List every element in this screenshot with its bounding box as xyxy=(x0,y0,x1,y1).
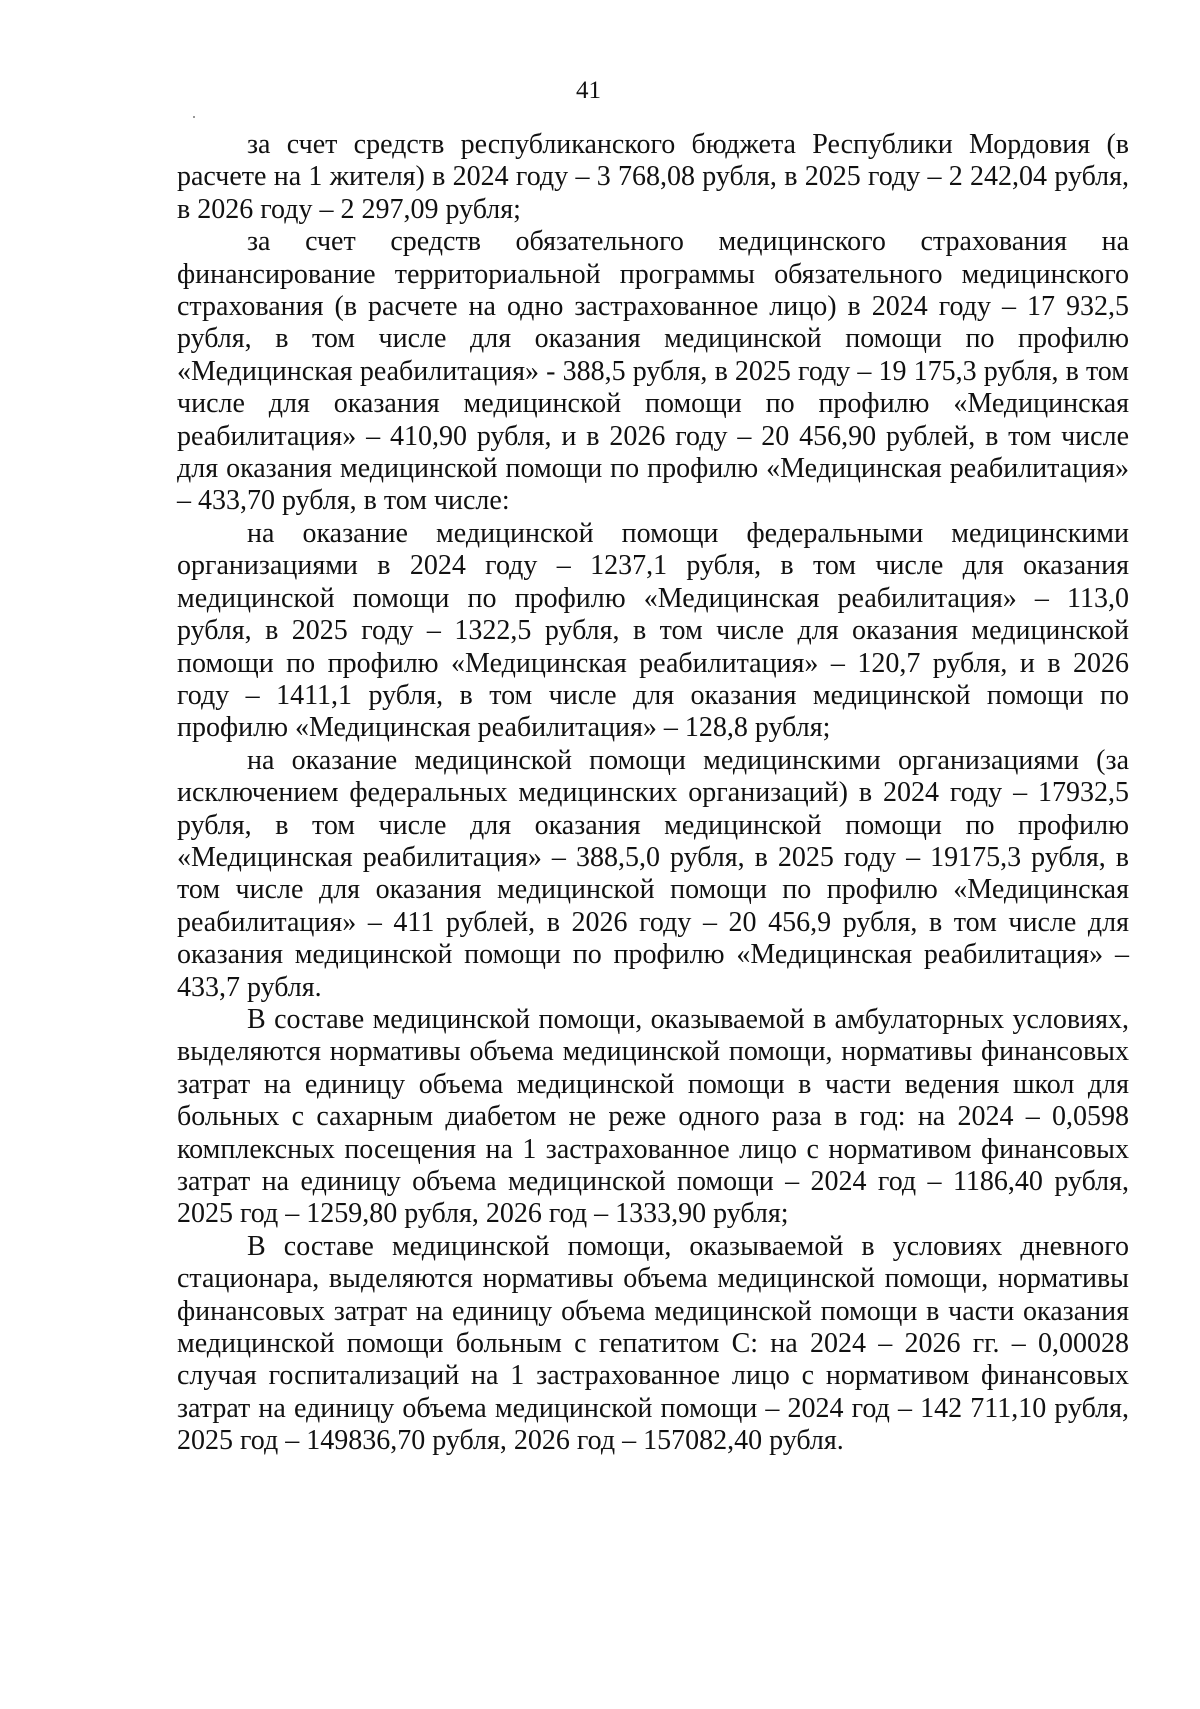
document-body xyxy=(177,129,1129,1458)
page-number: 41 xyxy=(576,77,601,104)
scan-speck xyxy=(193,116,195,118)
paragraph-republican-budget: за счет средств республиканского бюджета Республики Мордовия (в расчете на 1 жителя) в 2024 году – 3 768,08 рубля, в 2025 году – 2 242,04 рубля, в 2026 году – 2 297,09 рубля; xyxy=(177,129,1129,225)
paragraph-ambulatory-diabetes: В составе медицинской помощи, оказываемой в амбулаторных условиях, выделяются нормативы объема медицинской помощи, нормативы финансовых затрат на единицу объема медицинской помощи в части ведения школ для больных с сахарным диабетом не реже одного раза в год: на 2024 – 0,0598 комплексных посещения на 1 застрахованное лицо с нормативом финансовых затрат на единицу объема медицинской помощи – 2024 год – 1186,40 рубля, 2025 год – 1259,80 рубля, 2026 год – 1333,90 рубля; xyxy=(177,1003,1129,1230)
paragraph-other-organizations: на оказание медицинской помощи медицинскими организациями (за исключением федеральных медицинских организаций) в 2024 году – 17932,5 рубля, в том числе для оказания медицинской помощи по профилю «Медицинская реабилитация» – 388,5,0 рубля, в 2025 году – 19175,3 рубля, в том числе для оказания медицинской помощи по профилю «Медицинская реабилитация» – 411 рублей, в 2026 году – 20 456,9 рубля, в том числе для оказания медицинской помощи по профилю «Медицинская реабилитация» – 433,7 рубля. xyxy=(177,744,1129,1003)
paragraph-day-hospital-hepatitis: В составе медицинской помощи, оказываемой в условиях дневного стационара, выделяются нормативы объема медицинской помощи, нормативы финансовых затрат на единицу объема медицинской помощи в части оказания медицинской помощи больным с гепатитом С: на 2024 – 2026 гг. – 0,00028 случая госпитализаций на 1 застрахованное лицо с нормативом финансовых затрат на единицу объема медицинской помощи – 2024 год – 142 711,10 рубля, 2025 год – 149836,70 рубля, 2026 год – 157082,40 рубля. xyxy=(177,1230,1129,1457)
paragraph-oms-financing: за счет средств обязательного медицинского страхования на финансирование территориальной программы обязательного медицинского страхования (в расчете на одно застрахованное лицо) в 2024 году – 17 932,5 рубля, в том числе для оказания медицинской помощи по профилю «Медицинская реабилитация» - 388,5 рубля, в 2025 году – 19 175,3 рубля, в том числе для оказания медицинской помощи по профилю «Медицинская реабилитация» – 410,90 рубля, и в 2026 году – 20 456,90 рублей, в том числе для оказания медицинской помощи по профилю «Медицинская реабилитация» – 433,70 рубля, в том числе: xyxy=(177,226,1129,517)
paragraph-federal-organizations: на оказание медицинской помощи федеральными медицинскими организациями в 2024 году – 1237,1 рубля, в том числе для оказания медицинской помощи по профилю «Медицинская реабилитация» – 113,0 рубля, в 2025 году – 1322,5 рубля, в том числе для оказания медицинской помощи по профилю «Медицинская реабилитация» – 120,7 рубля, и в 2026 году – 1411,1 рубля, в том числе для оказания медицинской помощи по профилю «Медицинская реабилитация» – 128,8 рубля; xyxy=(177,517,1129,744)
